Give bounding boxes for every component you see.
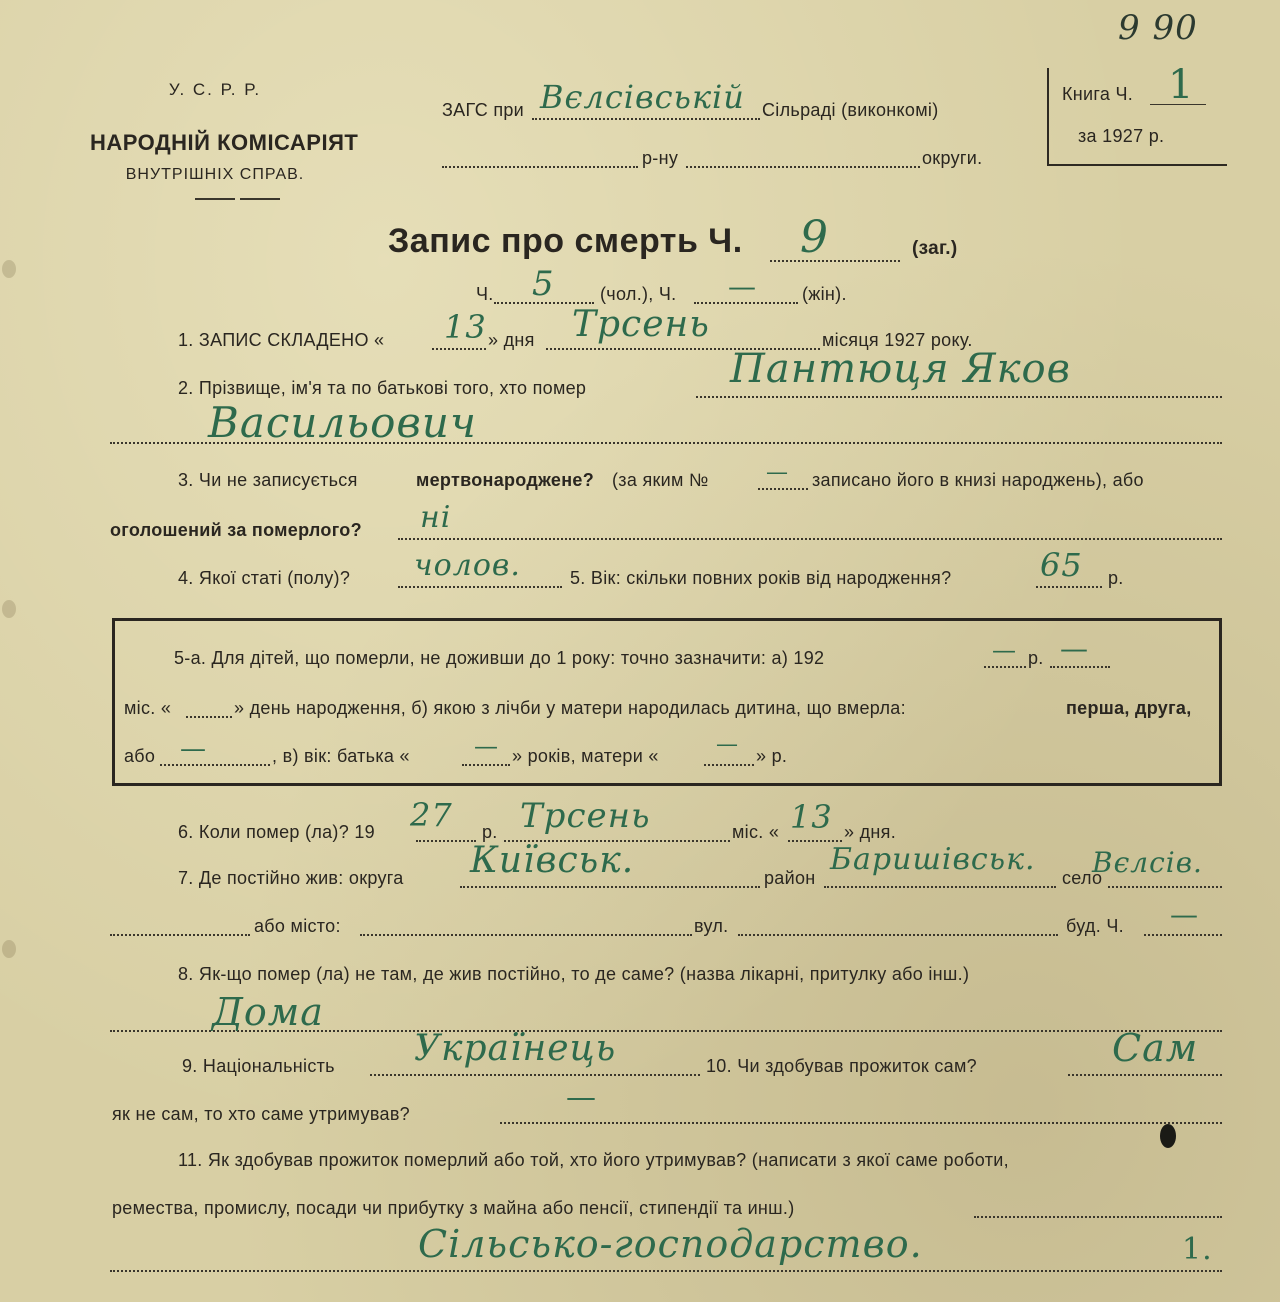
field11-line1: 11. Як здобував прожиток померлий або той, хто його утримував? (написати з якої саме роботи,	[178, 1150, 1009, 1170]
field6-mis: міс. «	[732, 822, 780, 842]
field2-blank-1	[696, 396, 1222, 398]
field5a-line2-a: міс. «	[124, 698, 172, 718]
field6-year-blank	[416, 840, 476, 842]
field5a-line2-bold: перша, друга,	[1066, 698, 1192, 718]
field3-no-blank	[758, 488, 808, 490]
field2-label: 2. Прізвище, ім'я та по батькові того, хто помер	[178, 378, 587, 398]
field4-label: 4. Якої статі (полу)?	[178, 568, 351, 588]
field1-day-blank	[432, 348, 486, 350]
field6-month: Трсень	[520, 796, 651, 836]
field3-label-a: 3. Чи не записується	[178, 470, 358, 490]
field7-rayon-value: Баришівськ.	[830, 842, 1036, 877]
divider	[240, 198, 280, 200]
field7-rayon: район	[764, 868, 816, 888]
department-label: ВНУТРІШНІХ СПРАВ.	[125, 166, 305, 183]
field5-unit: р.	[1108, 568, 1124, 588]
field7-selo-blank	[1108, 886, 1222, 888]
field5a-day-blank	[186, 716, 232, 718]
book-number: 1	[1168, 62, 1195, 108]
field9-blank	[370, 1074, 700, 1076]
record-number: 9	[800, 212, 829, 263]
field5a-line2-b: » день народження, б) якою з лічби у матери народилась дитина, що вмерла:	[234, 698, 906, 718]
field5a-other: —	[180, 734, 207, 764]
field10-label: 10. Чи здобував прожиток сам?	[706, 1056, 977, 1076]
field3-label-b: (за яким №	[612, 470, 709, 490]
okruga-label: округи.	[922, 148, 983, 168]
zags-handwritten: Вєлсівській	[540, 78, 745, 116]
record-title-suffix: (заг.)	[912, 238, 958, 259]
field5a-line1: 5-а. Для дітей, що померли, не доживши до 1 року: точно зазначити: а) 192	[174, 648, 825, 668]
field1-day: 13	[444, 308, 487, 346]
field5a-father: —	[474, 732, 499, 760]
zags-blank	[532, 118, 760, 120]
field10-value: Сам	[1112, 1026, 1199, 1070]
book-label: Книга Ч.	[1062, 84, 1134, 104]
ussr-label: У. С. Р. Р.	[168, 80, 262, 99]
field11-mark: 1.	[1182, 1232, 1213, 1267]
field7-bud: буд. Ч.	[1066, 916, 1124, 936]
sub-female: (жін).	[802, 284, 847, 304]
divider	[195, 198, 235, 200]
field5a-line3-b: , в) вік: батька «	[272, 746, 410, 766]
field7-pre-blank	[110, 934, 250, 936]
field11-value: Сільсько-господарство.	[418, 1222, 923, 1266]
title-number-blank	[770, 260, 900, 262]
field7-bud-blank	[1144, 934, 1222, 936]
field10b-blank	[500, 1122, 1222, 1124]
field10b-label: як не сам, то хто саме утримував?	[112, 1104, 410, 1124]
field5a-mother-blank	[704, 764, 754, 766]
field9-label: 9. Національність	[182, 1056, 335, 1076]
field10b-value: —	[566, 1080, 597, 1115]
field1-suffix: місяця 1927 року.	[822, 330, 973, 350]
sub-prefix: Ч.	[476, 284, 494, 304]
field8-value: Дома	[212, 990, 324, 1034]
field7-vul: вул.	[694, 916, 729, 936]
field2-name-1: Пантюця Яков	[730, 346, 1071, 392]
field1-prefix: 1. ЗАПИС СКЛАДЕНО «	[178, 330, 385, 350]
field11-line2: ремества, промислу, посади чи прибутку з майна або пенсії, стипендії та инш.)	[112, 1198, 795, 1218]
rayon-blank	[442, 166, 638, 168]
field7-okruga-blank	[460, 886, 760, 888]
field11-blank-1	[974, 1216, 1222, 1218]
field5-label: 5. Вік: скільки повних років від народження?	[570, 568, 952, 588]
field5a-line3-d: » р.	[756, 746, 788, 766]
field3-no: —	[766, 460, 789, 485]
field5a-month-blank	[1050, 666, 1110, 668]
field7-vul-blank	[738, 934, 1058, 936]
book-year: за 1927 р.	[1078, 126, 1165, 146]
record-title: Запис про смерть Ч.	[388, 222, 743, 260]
field5a-month: —	[1060, 632, 1089, 665]
field6-year: 27	[410, 796, 453, 834]
field9-value: Українець	[414, 1028, 617, 1069]
corner-note: 9 90	[1118, 8, 1198, 48]
field2-name-2: Васильович	[208, 398, 477, 447]
field7-selo-value: Вєлсів.	[1092, 846, 1203, 879]
zags-prefix: ЗАГС при	[442, 100, 525, 120]
punch-hole	[2, 940, 16, 958]
field5-value: 65	[1040, 546, 1083, 584]
punch-hole	[2, 260, 16, 278]
field3-answer-blank	[398, 538, 1222, 540]
field4-blank	[398, 586, 562, 588]
field5a-line1-r: р.	[1028, 648, 1044, 668]
field6-r: р.	[482, 822, 498, 842]
commissariat-label: НАРОДНІЙ КОМІСАРІЯТ	[90, 130, 359, 155]
field11-blank-2	[110, 1270, 1222, 1272]
field3-label-c: записано його в книзі народжень), або	[812, 470, 1144, 490]
rayon-label: р-ну	[642, 148, 679, 168]
female-count: —	[728, 270, 757, 303]
field3-label-bold2: оголошений за померлого?	[110, 520, 362, 540]
punch-hole	[2, 600, 16, 618]
field7-misto-blank	[360, 934, 692, 936]
field5a-line3-a: або	[124, 746, 156, 766]
field8-label: 8. Як-що помер (ла) не там, де жив постійно, то де саме? (назва лікарні, притулку або інш.)	[178, 964, 970, 984]
field7-okruga: Київськ.	[470, 840, 635, 881]
field7-rayon-blank	[824, 886, 1056, 888]
book-box	[1047, 68, 1227, 166]
field6-day-label: » дня.	[844, 822, 897, 842]
field3-label-bold: мертвонароджене?	[416, 470, 594, 490]
field5a-mother: —	[716, 732, 739, 757]
field5a-other-blank	[160, 764, 270, 766]
field7-misto: або місто:	[254, 916, 341, 936]
ink-blot	[1160, 1124, 1176, 1148]
field6-day: 13	[790, 798, 833, 836]
okruga-blank	[686, 166, 920, 168]
zags-suffix: Сільраді (виконкомі)	[762, 100, 939, 120]
field1-mid: » дня	[488, 330, 535, 350]
sub-male: (чол.), Ч.	[600, 284, 677, 304]
field6-label: 6. Коли помер (ла)? 19	[178, 822, 375, 842]
field7-selo: село	[1062, 868, 1103, 888]
field5a-line3-c: » років, матери «	[512, 746, 659, 766]
field5a-father-blank	[462, 764, 510, 766]
field7-bud-value: —	[1170, 898, 1199, 931]
field5-blank	[1036, 586, 1102, 588]
field1-month: Трсень	[572, 304, 710, 345]
male-count: 5	[532, 264, 555, 304]
field5a-year: —	[992, 636, 1017, 664]
field3-answer: ні	[420, 500, 452, 535]
field4-value: чолов.	[414, 548, 521, 583]
field10-blank	[1068, 1074, 1222, 1076]
field7-label: 7. Де постійно жив: округа	[178, 868, 404, 888]
field5a-year-blank	[984, 666, 1026, 668]
